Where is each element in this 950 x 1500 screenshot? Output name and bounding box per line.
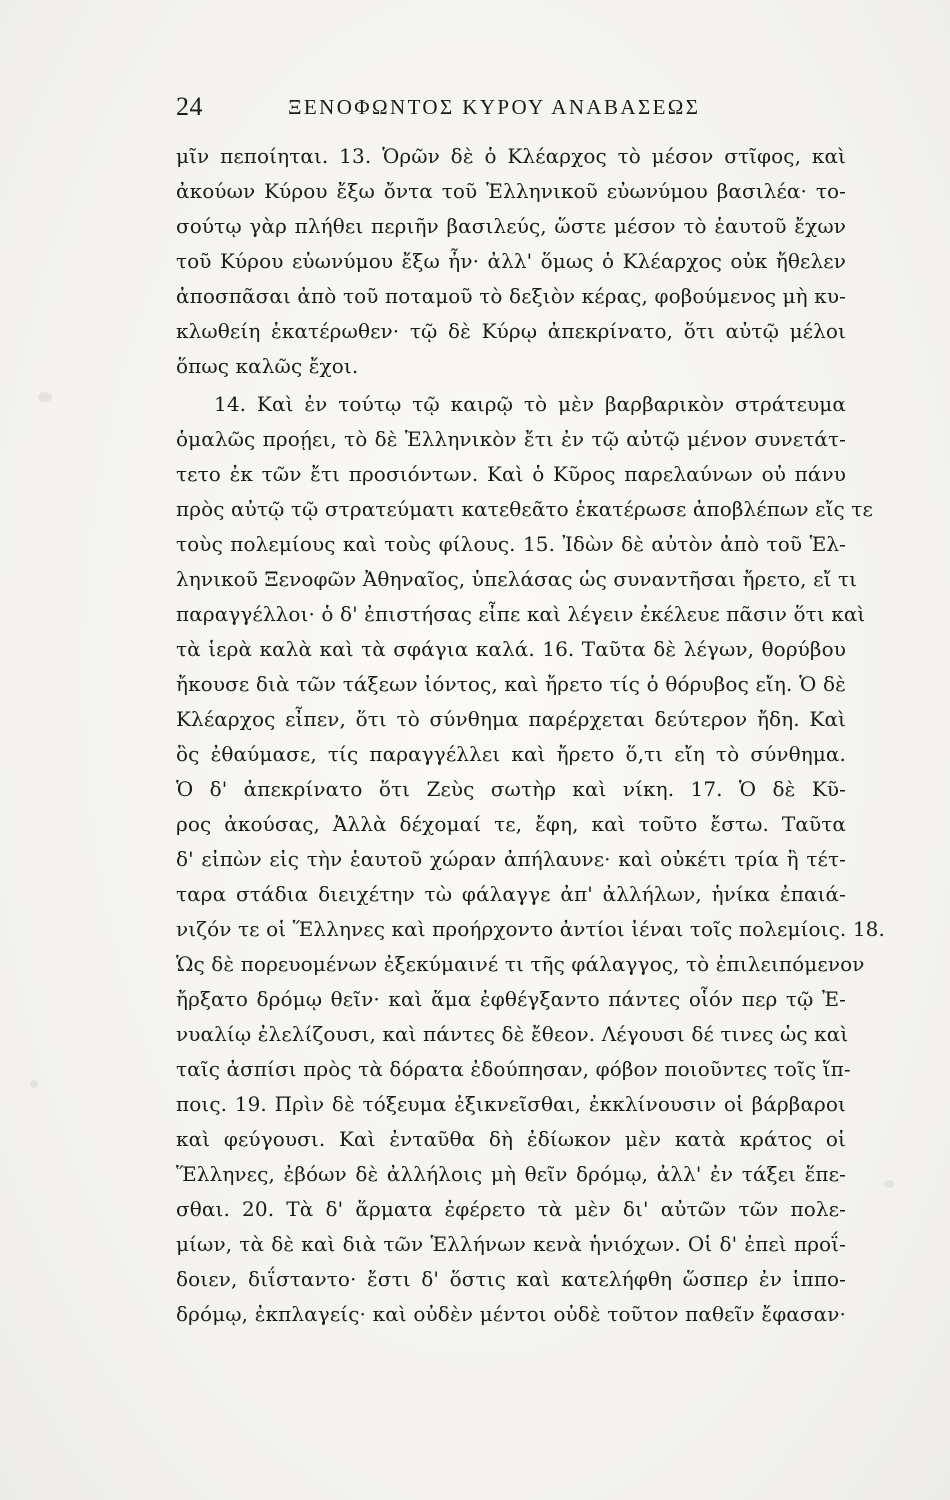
- text-line: ποις. 19. Πρὶν δὲ τόξευμα ἐξικνεῖσθαι, ἐκκλίνουσιν οἱ βάρβαροι: [176, 1092, 846, 1116]
- text-line: καὶ φεύγουσι. Καὶ ἐνταῦθα δὴ ἐδίωκον μὲν κατὰ κράτος οἱ: [176, 1127, 846, 1151]
- text-line: ἤκουσε διὰ τῶν τάξεων ἰόντος, καὶ ἤρετο τίς ὁ θόρυβος εἴη. Ὁ δὲ: [176, 672, 846, 696]
- text-line: δ' εἰπὼν εἰς τὴν ἑαυτοῦ χώραν ἀπήλαυνε· καὶ οὐκέτι τρία ἢ τέτ-: [176, 847, 846, 871]
- text-line: κλωθείη ἑκατέρωθεν· τῷ δὲ Κύρῳ ἀπεκρίνατο, ὅτι αὐτῷ μέλοι: [176, 319, 846, 343]
- paper-stain: [30, 1080, 38, 1088]
- text-line: ἤρξατο δρόμῳ θεῖν· καὶ ἅμα ἐφθέγξαντο πάντες οἷόν περ τῷ Ἐ-: [176, 987, 846, 1011]
- text-line: μίων, τὰ δὲ καὶ διὰ τῶν Ἑλλήνων κενὰ ἡνιόχων. Οἱ δ' ἐπεὶ προΐ-: [176, 1232, 846, 1256]
- page-number: 24: [176, 92, 203, 121]
- text-line: παραγγέλλοι· ὁ δ' ἐπιστήσας εἶπε καὶ λέγειν ἐκέλευε πᾶσιν ὅτι καὶ: [176, 602, 866, 626]
- text-line: Ὡς δὲ πορευομένων ἐξεκύμαινέ τι τῆς φάλαγγος, τὸ ἐπιλειπόμενον: [176, 952, 865, 976]
- running-head: ΞΕΝΟΦΩΝΤΟΣ ΚΥΡΟΥ ΑΝΑΒΑΣΕΩΣ: [288, 95, 701, 119]
- text-line: τὰ ἱερὰ καλὰ καὶ τὰ σφάγια καλά. 16. Ταῦτα δὲ λέγων, θορύβου: [176, 637, 846, 661]
- text-line: δοιεν, διΐσταντο· ἔστι δ' ὅστις καὶ κατελήφθη ὥσπερ ἐν ἱππο-: [176, 1267, 846, 1291]
- text-line: σούτῳ γὰρ πλήθει περιῆν βασιλεύς, ὥστε μέσον τὸ ἑαυτοῦ ἔχων: [176, 214, 846, 238]
- text-line: μῖν πεποίηται. 13. Ὁρῶν δὲ ὁ Κλέαρχος τὸ μέσον στῖφος, καὶ: [176, 144, 846, 168]
- paper-stain: [884, 1180, 894, 1188]
- text-line: ἀκούων Κύρου ἔξω ὄντα τοῦ Ἑλληνικοῦ εὐωνύμου βασιλέα· το-: [176, 179, 846, 203]
- page-header: [176, 92, 788, 126]
- text-line: πρὸς αὐτῷ τῷ στρατεύματι κατεθεᾶτο ἑκατέρωσε ἀποβλέπων εἴς τε: [176, 497, 873, 521]
- text-line: δρόμῳ, ἐκπλαγείς· καὶ οὐδὲν μέντοι οὐδὲ τοῦτον παθεῖν ἔφασαν·: [176, 1302, 846, 1326]
- text-line: νιζόν τε οἱ Ἕλληνες καὶ προήρχοντο ἀντίοι ἰέναι τοῖς πολεμίοις. 18.: [176, 917, 885, 941]
- text-line: 14. Καὶ ἐν τούτῳ τῷ καιρῷ τὸ μὲν βαρβαρικὸν στράτευμα: [214, 392, 846, 416]
- text-line: ταρα στάδια διειχέτην τὼ φάλαγγε ἀπ' ἀλλήλων, ἡνίκα ἐπαιά-: [176, 882, 846, 906]
- paper-stain: [38, 392, 52, 402]
- text-line: νυαλίῳ ἐλελίζουσι, καὶ πάντες δὲ ἔθεον. Λέγουσι δέ τινες ὡς καὶ: [176, 1022, 849, 1046]
- text-line: σθαι. 20. Τὰ δ' ἅρματα ἐφέρετο τὰ μὲν δι' αὐτῶν τῶν πολε-: [176, 1197, 846, 1221]
- text-line: ληνικοῦ Ξενοφῶν Ἀθηναῖος, ὑπελάσας ὡς συναντῆσαι ἤρετο, εἴ τι: [176, 567, 858, 591]
- text-line: ρος ἀκούσας, Ἀλλὰ δέχομαί τε, ἔφη, καὶ τοῦτο ἔστω. Ταῦτα: [176, 812, 846, 836]
- text-line: Ὁ δ' ἀπεκρίνατο ὅτι Ζεὺς σωτὴρ καὶ νίκη. 17. Ὁ δὲ Κῦ-: [176, 777, 846, 801]
- text-line: ἀποσπᾶσαι ἀπὸ τοῦ ποταμοῦ τὸ δεξιὸν κέρας, φοβούμενος μὴ κυ-: [176, 284, 846, 308]
- text-line: Κλέαρχος εἶπεν, ὅτι τὸ σύνθημα παρέρχεται δεύτερον ἤδη. Καὶ: [176, 707, 846, 731]
- text-line: τετο ἐκ τῶν ἔτι προσιόντων. Καὶ ὁ Κῦρος παρελαύνων οὐ πάνυ: [176, 462, 846, 486]
- text-line: ὃς ἐθαύμασε, τίς παραγγέλλει καὶ ἤρετο ὅ,τι εἴη τὸ σύνθημα.: [176, 742, 846, 766]
- text-line: ὅπως καλῶς ἔχοι.: [176, 354, 359, 378]
- text-line: Ἕλληνες, ἐβόων δὲ ἀλλήλοις μὴ θεῖν δρόμῳ, ἀλλ' ἐν τάξει ἕπε-: [176, 1162, 846, 1186]
- text-line: τοῦ Κύρου εὐωνύμου ἔξω ἦν· ἀλλ' ὅμως ὁ Κλέαρχος οὐκ ἤθελεν: [176, 249, 846, 273]
- text-line: τοὺς πολεμίους καὶ τοὺς φίλους. 15. Ἰδὼν δὲ αὐτὸν ἀπὸ τοῦ Ἑλ-: [176, 532, 846, 556]
- text-line: ὁμαλῶς προῄει, τὸ δὲ Ἑλληνικὸν ἔτι ἐν τῷ αὐτῷ μένον συνετάτ-: [176, 427, 846, 451]
- text-line: ταῖς ἀσπίσι πρὸς τὰ δόρατα ἐδούπησαν, φόβον ποιοῦντες τοῖς ἵπ-: [176, 1057, 851, 1081]
